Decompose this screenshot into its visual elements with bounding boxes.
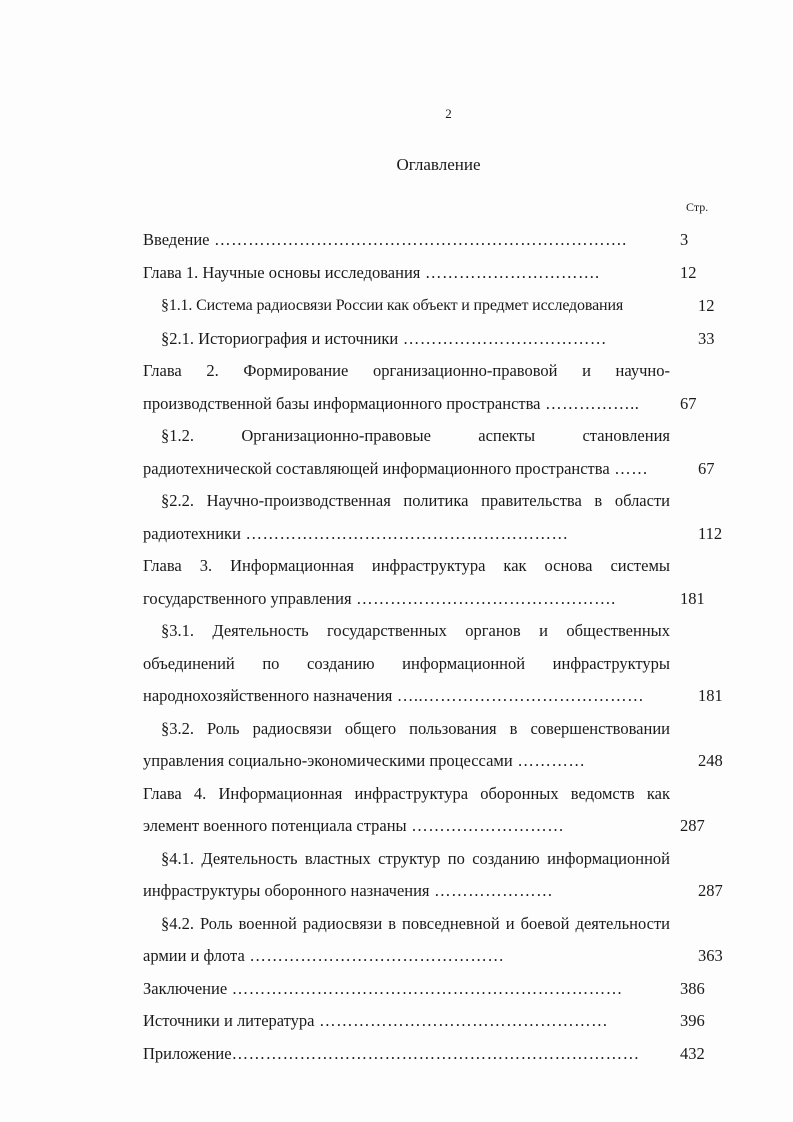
toc-entry-section-1-1 — [143, 289, 730, 323]
toc-entry-text: Глава 4. Информационная инфраструктура оборонных ведомств как элемент военного потенциала страны — [143, 783, 670, 835]
toc-leader-dots: …..………………………………… — [392, 686, 645, 705]
toc-entry-page: 432 — [680, 1043, 705, 1063]
toc-leader-dots: …………….. — [540, 393, 640, 413]
toc-entry-section-4-2 — [143, 908, 730, 973]
toc-entry-chapter-2 — [143, 355, 730, 420]
toc-entry-sources — [143, 1005, 730, 1038]
toc-title: Оглавление — [396, 155, 481, 174]
toc-entry-page: 12 — [680, 262, 697, 282]
toc-leader-dots: ………………………………………………………………. — [209, 230, 627, 249]
toc-entry-text: §3.2. Роль радиосвязи общего пользования в совершенствовании управления социально-экономическими процессами — [143, 718, 670, 770]
toc-entry-text: Глава 3. Информационная инфраструктура как основа системы государственного управления — [143, 556, 670, 608]
toc-entry-page: 112 — [698, 523, 723, 543]
toc-entry-section-1-2 — [143, 420, 730, 485]
toc-entry-appendix — [143, 1038, 730, 1071]
toc-leader-dots: ………………………………………. — [351, 588, 616, 608]
toc-entry-section-3-2 — [143, 713, 730, 778]
page-column-label: Стр. — [686, 200, 709, 214]
toc-leader-dots: ………………………………………………… — [240, 523, 569, 543]
toc-entry-text: §2.2. Научно-производственная политика правительства в области радиотехники — [143, 491, 670, 543]
toc-entry-chapter-4 — [143, 778, 730, 843]
toc-entry-page: 287 — [680, 816, 705, 835]
toc-entry-page: 386 — [680, 978, 705, 998]
toc-entry-text: Введение — [143, 230, 210, 249]
toc-entry-text: §1.2. Организационно-правовые аспекты становления радиотехнической составляющей информационного пространства — [143, 426, 670, 478]
toc-entry-page: 181 — [698, 686, 723, 705]
toc-leader-dots: …………………………. — [420, 262, 600, 282]
toc-entry-page: 67 — [698, 458, 715, 478]
toc-leader-dots: ……………………………………… — [244, 946, 505, 965]
toc-leader-dots: …………………………………………… — [314, 1011, 609, 1030]
toc-leader-dots: ……………………………… — [398, 328, 607, 348]
toc-leader-dots: ……………………………………………………………… — [231, 1043, 640, 1063]
toc-entry-page: 3 — [680, 230, 689, 249]
toc-entry-text: Глава 2. Формирование организационно-правовой и научно-производственной базы информационного пространства — [143, 361, 670, 413]
toc-entry-chapter-1 — [143, 257, 730, 290]
toc-entry-section-2-1 — [143, 323, 730, 356]
toc-leader-dots: …… — [609, 458, 649, 478]
toc-leader-dots: …………………………………………………………… — [227, 978, 623, 998]
toc-entry-section-3-1 — [143, 615, 730, 713]
toc-entry-text: Источники и литература — [143, 1011, 315, 1030]
toc-entry-conclusion — [143, 973, 730, 1006]
toc-entry-page: 287 — [698, 881, 723, 900]
toc-entry-chapter-3 — [143, 550, 730, 615]
page-number: 2 — [445, 106, 452, 121]
toc-entry-text: §4.1. Деятельность властных структур по созданию информационной инфраструктуры оборонного назначения — [143, 848, 670, 900]
toc-entry-page: 363 — [698, 946, 723, 965]
toc-entry-page: 12 — [698, 296, 715, 315]
toc-leader-dots: ………………… — [429, 881, 554, 900]
toc-entry-text: Заключение — [143, 978, 228, 998]
toc-leader-dots: ……………………… — [406, 816, 565, 835]
toc-entry-page: 67 — [680, 393, 697, 413]
toc-entry-page: 396 — [680, 1011, 705, 1030]
toc-entry-introduction — [143, 224, 730, 257]
toc-entry-text: §1.1. Система радиосвязи России как объект и предмет исследования — [161, 297, 624, 314]
toc-entry-text: Приложение — [143, 1043, 232, 1063]
toc-leader-dots: ………… — [512, 751, 586, 770]
toc-entry-page: 248 — [698, 751, 723, 770]
toc-entry-section-2-2 — [143, 485, 730, 550]
toc-entry-text: §2.1. Историография и источники — [161, 328, 399, 348]
toc-entry-text: §3.1. Деятельность государственных органов и общественных объединений по созданию информационной инфраструктуры народнохозяйственного назначения — [143, 621, 670, 705]
toc-entry-page: 33 — [698, 328, 715, 348]
toc-entry-text: §4.2. Роль военной радиосвязи в повседневной и боевой деятельности армии и флота — [143, 913, 670, 965]
toc-entry-text: Глава 1. Научные основы исследования — [143, 262, 421, 282]
toc-entry-section-4-1 — [143, 843, 730, 908]
toc-entry-page: 181 — [680, 588, 705, 608]
table-of-contents — [143, 224, 730, 1070]
